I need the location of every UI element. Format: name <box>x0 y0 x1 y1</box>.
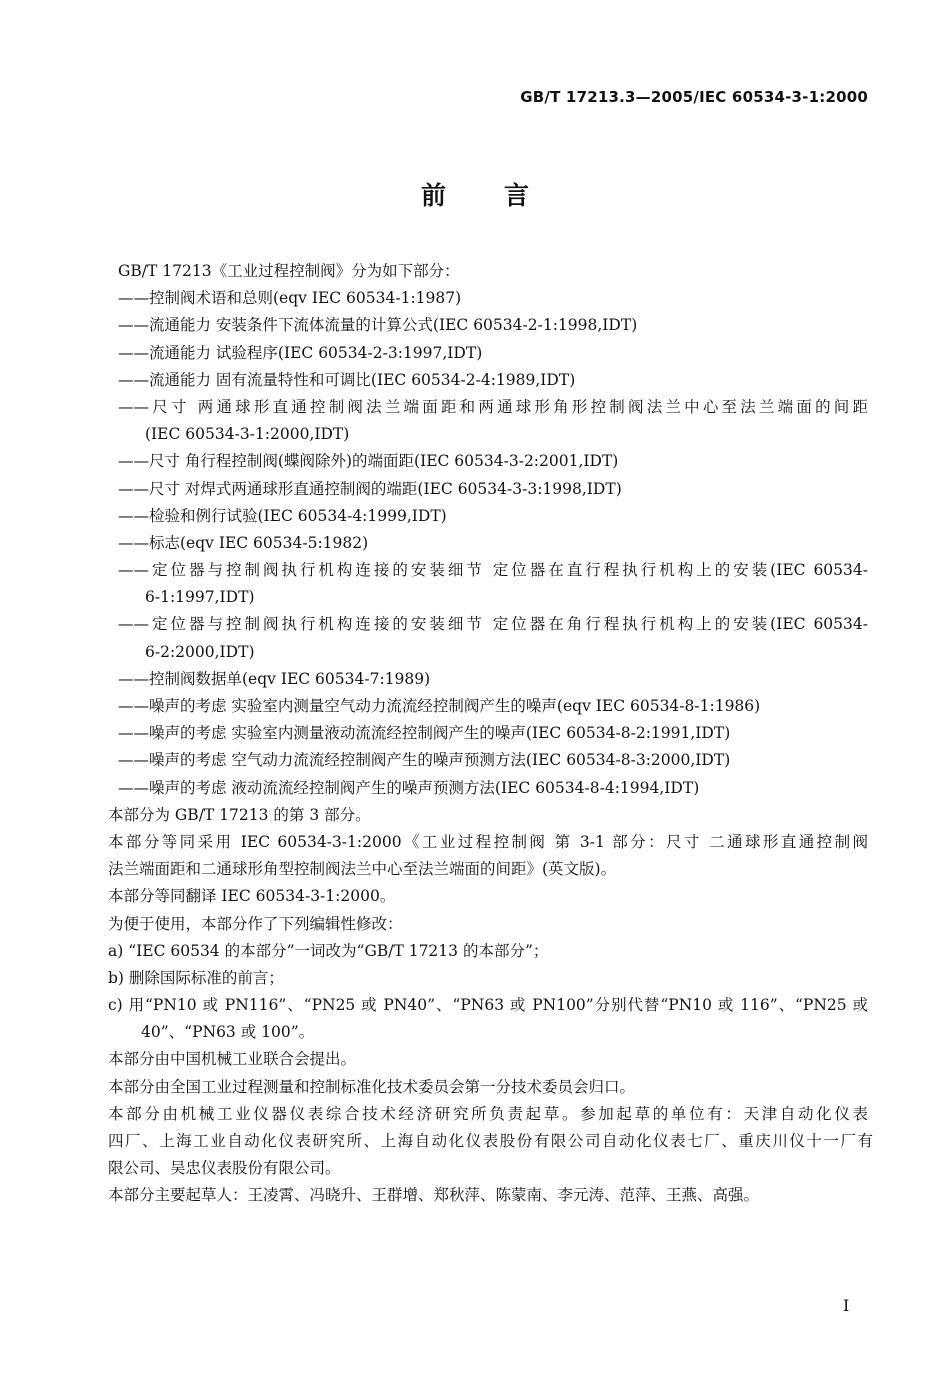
body-line: ——控制阀术语和总则(eqv IEC 60534-1:1987) <box>118 289 462 308</box>
body-line: 本部分由机械工业仪器仪表综合技术经济研究所负责起草。参加起草的单位有：天津自动化仪表 <box>108 1104 868 1123</box>
body-line: ——尺寸 两通球形直通控制阀法兰端面距和两通球形角形控制阀法兰中心至法兰端面的间距 <box>118 397 868 416</box>
page-number: I <box>843 1296 850 1315</box>
page-title: 前言 <box>420 181 587 210</box>
body-line: 40”、“PN63 或 100”。 <box>141 1023 315 1042</box>
body-line: c) 用“PN10 或 PN116”、“PN25 或 PN40”、“PN63 或 PN100”分别代替“PN10 或 116”、“PN25 或 <box>108 996 868 1015</box>
body-line: ——尺寸 对焊式两通球形直通控制阀的端距(IEC 60534-3-3:1998,IDT) <box>118 479 622 498</box>
body-line: ——流通能力 安装条件下流体流量的计算公式(IEC 60534-2-1:1998,IDT) <box>118 316 638 335</box>
body-line: ——尺寸 角行程控制阀(蝶阀除外)的端面距(IEC 60534-3-2:2001,IDT) <box>118 452 619 471</box>
body-line: 本部分等同翻译 IEC 60534-3-1:2000。 <box>108 887 396 906</box>
body-line: ——流通能力 试验程序(IEC 60534-2-3:1997,IDT) <box>118 343 483 362</box>
body-line: 限公司、吴忠仪表股份有限公司。 <box>108 1159 341 1178</box>
body-line: 本部分主要起草人：王凌霄、冯晓升、王群增、郑秋萍、陈蒙南、李元涛、范萍、王燕、高强。 <box>108 1186 760 1205</box>
body-line: ——定位器与控制阀执行机构连接的安装细节 定位器在角行程执行机构上的安装(IEC 60534- <box>118 615 868 634</box>
body-line: (IEC 60534-3-1:2000,IDT) <box>145 425 350 444</box>
body-line: ——流通能力 固有流量特性和可调比(IEC 60534-2-4:1989,IDT) <box>118 370 576 389</box>
body-line: ——定位器与控制阀执行机构连接的安装细节 定位器在直行程执行机构上的安装(IEC 60534- <box>118 561 868 580</box>
body-line: GB/T 17213《工业过程控制阀》分为如下部分： <box>118 262 460 280</box>
body-line: 本部分等同采用 IEC 60534-3-1:2000《工业过程控制阀 第 3-1 部分：尺寸 二通球形直通控制阀 <box>108 832 868 851</box>
body-line: ——噪声的考虑 空气动力流流经控制阀产生的噪声预测方法(IEC 60534-8-3:2000,IDT) <box>118 751 731 770</box>
body-line: 四厂、上海工业自动化仪表研究所、上海自动化仪表股份有限公司自动化仪表七厂、重庆川仪十一厂有 <box>108 1132 873 1150</box>
body-line: 为便于使用，本部分作了下列编辑性修改： <box>108 914 403 933</box>
body-line: b) 删除国际标准的前言； <box>108 968 284 987</box>
body-line: a) “IEC 60534 的本部分”一词改为“GB/T 17213 的本部分”； <box>108 941 549 960</box>
body-line: 本部分为 GB/T 17213 的第 3 部分。 <box>108 805 371 824</box>
document-body <box>108 258 873 1210</box>
body-line: 本部分由全国工业过程测量和控制标准化技术委员会第一分技术委员会归口。 <box>108 1077 636 1096</box>
body-line: 法兰端面距和二通球形角型控制阀法兰中心至法兰端面的间距》(英文版)。 <box>108 860 617 879</box>
body-line: ——噪声的考虑 实验室内测量液动流流经控制阀产生的噪声(IEC 60534-8-2:1991,IDT) <box>118 724 731 743</box>
body-line: ——噪声的考虑 实验室内测量空气动力流流经控制阀产生的噪声(eqv IEC 60534-8-1:1986) <box>118 697 761 715</box>
standard-number-header: GB/T 17213.3—2005/IEC 60534-3-1:2000 <box>520 88 868 106</box>
body-line: ——检验和例行试验(IEC 60534-4:1999,IDT) <box>118 506 447 525</box>
body-line: ——标志(eqv IEC 60534-5:1982) <box>118 533 369 552</box>
body-line: 6-1:1997,IDT) <box>145 588 255 607</box>
body-line: 本部分由中国机械工业联合会提出。 <box>108 1050 357 1069</box>
body-line: ——控制阀数据单(eqv IEC 60534-7:1989) <box>118 669 431 688</box>
body-line: 6-2:2000,IDT) <box>145 642 255 661</box>
body-line: ——噪声的考虑 液动流流经控制阀产生的噪声预测方法(IEC 60534-8-4:1994,IDT) <box>118 778 700 797</box>
